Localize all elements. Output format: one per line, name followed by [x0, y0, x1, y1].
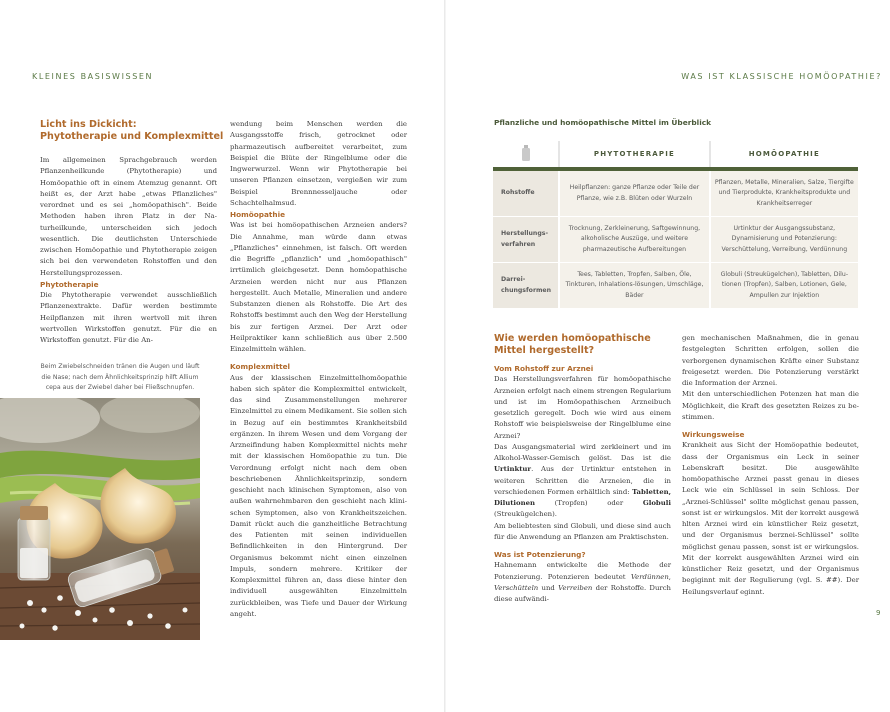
subheading-phytotherapie: Phytotherapie: [40, 279, 99, 289]
term-globuli: Globuli: [642, 499, 671, 507]
right-column-2: [682, 333, 859, 598]
table-cell: Heilpflanzen: ganze Pflanze oder Teile der Pflanze, wie z.B. Blüten oder Wurzeln: [559, 169, 709, 217]
left-title: [40, 119, 230, 142]
paragraph: Im allgemeinen Sprachgebrauch werden Pflanzenheilkunde (Phytotherapie) und Homöopathie oft in einem Atemzug genannt. Oft heißt es, der Arzt habe „etwas Pflanzliches" verordnet und es sei „homöopathisch". Beide Methoden haben ihren Platz in der Naturheilkunde, unterscheiden sich jedoch wesentlich. Die deutlichsten Unterschiede zwischen Homöopathie und Phytotherapie zeigen sich bei den verwendeten Rohstoffen und den Herstellungsprozessen.: [40, 156, 217, 277]
table-cell: Globuli (Streukügelchen), Tabletten, Dilutionen (Tropfen), Salben, Lotionen, Gele, Ampullen zur Injektion: [710, 263, 858, 309]
running-head-right: WAS IST KLASSISCHE HOMÖOPATHIE?: [681, 72, 882, 81]
paragraph: wendung beim Menschen werden die Ausgangsstoffe frisch, getrocknet oder pharmazeutisch aufbereitet verarbeitet, zum Beispiel die Blüte der Ringelblume oder die Ingwerwurzel. Wenn wir Phytotherapie bei unseren Pflanzen einsetzen, vergießen wir zum Beispiel Brennnesseljauche oder Schachtelhalmsud.: [230, 120, 407, 207]
table-cell: Urtinktur der Ausgangssubstanz, Dynamisierung und Potenzierung: Verschüttelung, Verreibung, Verdünnung: [710, 217, 858, 263]
table-header-row: [493, 141, 858, 169]
column-header-homoeopathie: HOMÖOPATHIE: [710, 141, 858, 169]
paragraph: Das Herstellungsverfahren für homöopathische Arzneien erfolgt nach einem strengen Regularium und ist im Homöopathischen Arzneibuch gesetzlich geregelt. Doch wie wird aus einem Rohstoff wie beispielsweise der Ringelblume eine Arznei?: [494, 375, 671, 440]
paragraph: Am beliebtesten sind Globuli, und diese sind auch für die Anwendung an Pflanzen am Praktischsten.: [494, 521, 671, 541]
title-line-1: Wie werden homöopathische: [494, 333, 651, 344]
table-title: Pflanzliche und homöopathische Mittel im Überblick: [494, 118, 712, 127]
bottle-icon: [521, 145, 531, 161]
photo-illustration: [0, 398, 200, 640]
paragraph: Aus der klassischen Einzelmittelhomöopathie haben sich später die Komplexmittel entwickelt, das sind Zusammenstellungen mehrerer Einzelmittel zu einem Medikament. Sie sollen sich in Bezug auf ein bestimmtes Krankheitsbild ergänzen. In ihrem Wesen und dem Vorgang der Arzneifindung haben Komplexmittel nichts mehr mit der klassischen Homöopathie zu tun. Die Verordnung erfolgt nicht nach dem oben beschriebenen Ähnlichkeitsprinzip, sondern geschieht nach klinischen Symptomen, also von außen wahrnehmbaren den geschieht nach klinischen Symptomen, also von Krankheitszeichen. Damit rückt auch die ganzheitliche Betrachtung des Patienten mit seinen individuellen Befindlichkeiten in den Hintergrund. Der Organismus bekommt nicht einen einzelnen Impuls, sondern mehrere. Kritiker der Komplexmittel führen an, dass diese hinter den individuell ausgewählten Einzelmitteln zurückbleiben, was Tiefe und Dauer der Wirkung angeht.: [230, 373, 407, 618]
paragraph: Hahnemann entwickelte die Methode der Potenzierung. Potenzieren bedeutet Verdünnen, Verschütteln und Verreiben der Rohstoffe. Durch diese aufwändi-: [494, 561, 671, 603]
paragraph: Das Ausgangsmaterial wird zerkleinert und im Alkohol-Wasser-Gemisch gelöst. Das ist die Urtinktur. Aus der Urtinktur entstehen in weiteren Schritten die Arzneien, die in verschiedenen Formen erhältlich sind: Tabletten, Dilutionen (Tropfen) oder Globuli (Streukügelchen).: [494, 442, 671, 519]
table-cell: Trocknung, Zerkleinerung, Saftgewinnung, alkoholische Auszüge, und weitere pharmazeutische Aufbereitungen: [559, 217, 709, 263]
term-urtinktur: Urtinktur: [494, 465, 532, 474]
row-label: Rohstoffe: [493, 169, 559, 217]
image-caption: Beim Zwiebelschneiden tränen die Augen und läuft die Nase; nach dem Ähnlichkeitsprinzip hilft Allium cepa aus der Zwiebel daher bei Fließschnupfen.: [40, 363, 200, 391]
subheading-potenzierung: Was ist Potenzierung?: [494, 550, 586, 559]
onion-globuli-photo: [0, 398, 200, 640]
paragraph: Mit den unterschiedlichen Potenzen hat man die Möglichkeit, die Kraft des gesetzten Reizes zu bestimmen.: [682, 390, 859, 421]
subheading-wirkungsweise: Wirkungsweise: [682, 430, 745, 439]
row-label: Darreichungsformen: [493, 263, 559, 309]
paragraph: Die Phytotherapie verwendet ausschließlich Pflanzenextrakte. Dafür werden bestimmte Heilpflanzen mit ihren wertvoll mit ihren wertvollen Wirkstoffen genutzt. Für die en Wirkstoffen genutzt. Für die An-: [40, 291, 217, 344]
paragraph: gen mechanischen Maßnahmen, die in genau festgelegten Schritten erfolgen, sollen die verborgenen dynamischen Kräfte einer Substanz freigesetzt werden. Die Potenzierung verstärkt die Information der Arznei.: [682, 334, 859, 387]
left-column-1: [40, 155, 217, 346]
running-head-left: KLEINES BASISWISSEN: [32, 72, 154, 81]
left-column-2: [230, 119, 407, 620]
table-row: [493, 217, 858, 263]
subheading-komplexmittel: Komplexmittel: [230, 362, 291, 372]
table-row: [493, 263, 858, 309]
bottle-icon-cell: [493, 141, 559, 169]
right-column-1: [494, 363, 671, 605]
paragraph: Was ist bei homöopathischen Arzneien anders? Die Annahme, man würde dann etwas „Pflanzliches" einnehmen, ist falsch. Oft werden die Begriffe „pflanzlich" und „homöopathisch" irrtümlich gleichgesetzt. Denn homöopathische Arzneien werden nicht nur aus Pflanzen hergestellt. Auch Metalle, Mineralien und andere Substanzen dienen als Rohstoffe. Die Art des Rohstoffs bestimmt auch den Weg der Herstellung bis zur fertigen Arznei. Der Arzt oder Heilpraktiker kann schließlich aus über 2.500 Einzelmitteln wählen.: [230, 221, 407, 353]
paragraph: Krankheit aus Sicht der Homöopathie bedeutet, dass der Organismus ein Leck in seiner Lebenskraft besitzt. Die ausgewählte homöopathische Arznei passt genau in dieses Leck wie ein Schlüssel in sein Schloss. Der „Arznei-Schlüssel" sollte möglichst genau passen, sonst ist er wirkungslos. Mit der korrekt ausgewä hlten Arznei wird ein künstlicher Reiz gesetzt, und der Organismus berznei-Schlüssel" sollte möglichst genau passen, sonst ist er wirkungslos. Mit der korrekt ausgewählten Arznei wird ein künstlicher Reiz gesetzt, und der Organismus begiginnt mit der Regulierung (vgl. S. ##). Der Heilungsverlauf eginnt.: [682, 441, 859, 596]
table-cell: Tees, Tabletten, Tropfen, Salben, Öle, Tinkturen, Inhalations-lösungen, Umschläge, Bäder: [559, 263, 709, 309]
term-tabletten-dilutionen: Tabletten, Dilutionen: [494, 487, 671, 507]
subheading-rohstoff: Vom Rohstoff zur Arznei: [494, 364, 594, 373]
title-line-1: Licht ins Dickicht:: [40, 119, 137, 130]
subheading-homoeopathie: Homöopathie: [230, 210, 286, 219]
title-line-2: Mittel hergestellt?: [494, 344, 595, 356]
comparison-table: [493, 141, 858, 309]
table-row: [493, 169, 858, 217]
page-gutter: [444, 0, 446, 712]
title-line-2: Phytotherapie und Komplexmittel: [40, 130, 224, 142]
row-label: Herstellungsverfahren: [493, 217, 559, 263]
page-number: 9: [876, 609, 881, 617]
right-title: [494, 333, 684, 356]
column-header-phytotherapie: PHYTOTHERAPIE: [559, 141, 709, 169]
table-cell: Pflanzen, Metalle, Mineralien, Salze, Tiergifte und Tierprodukte, Krankheitsprodukte und Krankheitserreger: [710, 169, 858, 217]
